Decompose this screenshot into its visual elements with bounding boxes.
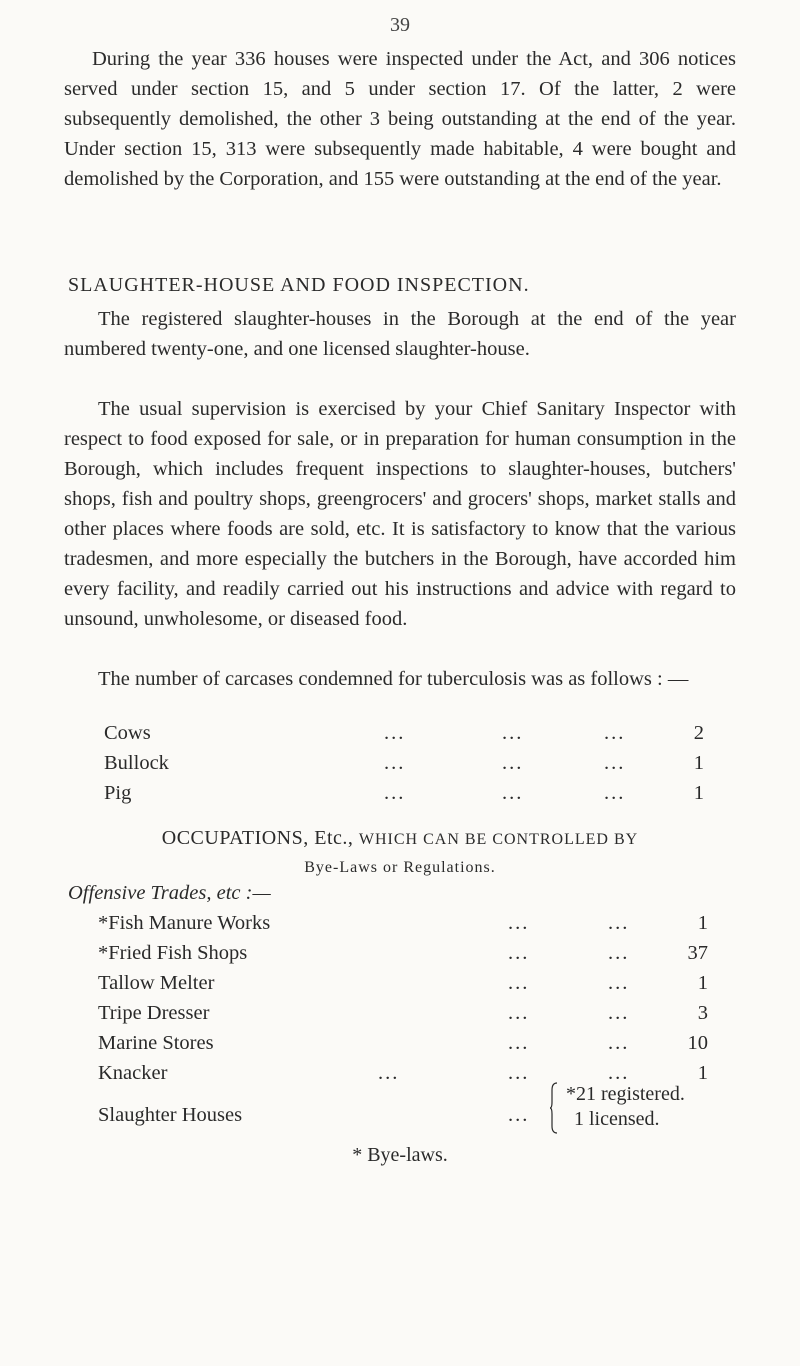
dot-leader: ... xyxy=(508,972,530,994)
dot-leader: ... xyxy=(508,1032,530,1054)
carcase-label: Cows xyxy=(104,722,151,744)
dot-leader: ... xyxy=(608,1032,630,1054)
page-number: 39 xyxy=(390,14,410,36)
paragraph-carcases: The number of carcases condemned for tuberculosis was as follows : — xyxy=(98,668,689,690)
paragraph-housing: During the year 336 houses were inspected under the Act, and 306 notices served under section 15, and 5 under section 17. Of the latter, 2 were subsequently demolished, the other 3 being outstanding at the end of the year. Under section 15, 313 were subsequently made habitable, 4 were bought and demolished by the Corporation, and 155 were outstanding at the end of the year. xyxy=(64,48,736,190)
dot-leader: ... xyxy=(502,752,524,774)
dot-leader: ... xyxy=(378,1062,400,1084)
dot-leader: ... xyxy=(608,972,630,994)
dot-leader: ... xyxy=(508,942,530,964)
dot-leader: ... xyxy=(508,1062,530,1084)
dot-leader: ... xyxy=(502,722,524,744)
heading-occupations-line1 xyxy=(0,824,800,854)
trade-label: Knacker xyxy=(98,1062,168,1084)
slaughter-houses-licensed: 1 licensed. xyxy=(574,1108,660,1130)
dot-leader: ... xyxy=(508,1104,530,1126)
trade-label: *Fried Fish Shops xyxy=(98,942,248,964)
dot-leader: ... xyxy=(384,782,406,804)
trade-count: 1 xyxy=(697,912,708,934)
trade-label: Tallow Melter xyxy=(98,972,215,994)
dot-leader: ... xyxy=(384,752,406,774)
carcase-count: 1 xyxy=(693,782,704,804)
dot-leader: ... xyxy=(508,912,530,934)
heading-slaughter-house: SLAUGHTER-HOUSE AND FOOD INSPECTION. xyxy=(68,274,530,296)
dot-leader: ... xyxy=(508,1002,530,1024)
footnote: * Bye-laws. xyxy=(352,1144,448,1166)
dot-leader: ... xyxy=(608,1062,630,1084)
dot-leader: ... xyxy=(608,912,630,934)
carcase-label: Bullock xyxy=(104,752,169,774)
trade-count: 1 xyxy=(697,972,708,994)
trade-count: 3 xyxy=(697,1002,708,1024)
carcase-count: 1 xyxy=(693,752,704,774)
heading-occupations-main: OCCUPATIONS, Etc., xyxy=(161,827,354,849)
trade-label: Slaughter Houses xyxy=(98,1104,243,1126)
paragraph-registered: The registered slaughter-houses in the Borough at the end of the year numbered twenty-one, and one licensed slaughter-house. xyxy=(64,308,736,360)
carcase-count: 2 xyxy=(693,722,704,744)
trade-label: Marine Stores xyxy=(98,1032,214,1054)
brace-icon xyxy=(550,1082,558,1134)
dot-leader: ... xyxy=(604,782,626,804)
trade-count: 1 xyxy=(697,1062,708,1084)
dot-leader: ... xyxy=(604,722,626,744)
paragraph-supervision: The usual supervision is exercised by your Chief Sanitary Inspector with respect to food exposed for sale, or in preparation for human consumption in the Borough, which includes frequent inspections to slaughter-houses, butchers' shops, fish and poultry shops, greengrocers' and grocers' shops, market stalls and other places where foods are sold, etc. It is satisfactory to know that the various tradesmen, and more especially the butchers in the Borough, have accorded him every facility, and readily carried out his instructions and advice with regard to unsound, unwholesome, or diseased food. xyxy=(64,398,736,630)
dot-leader: ... xyxy=(608,1002,630,1024)
dot-leader: ... xyxy=(384,722,406,744)
heading-offensive-trades: Offensive Trades, etc :— xyxy=(68,882,271,904)
heading-occupations-rest: WHICH CAN BE CONTROLLED BY xyxy=(358,831,639,848)
trade-count: 10 xyxy=(687,1032,708,1054)
dot-leader: ... xyxy=(502,782,524,804)
dot-leader: ... xyxy=(604,752,626,774)
slaughter-houses-registered: *21 registered. xyxy=(566,1083,685,1105)
carcase-label: Pig xyxy=(104,782,132,804)
trade-label: Tripe Dresser xyxy=(98,1002,210,1024)
slaughter-houses-detail xyxy=(550,1082,750,1138)
trade-count: 37 xyxy=(687,942,708,964)
heading-occupations xyxy=(0,824,800,882)
dot-leader: ... xyxy=(608,942,630,964)
heading-occupations-line2: Bye-Laws or Regulations. xyxy=(304,859,496,876)
trade-label: *Fish Manure Works xyxy=(98,912,271,934)
